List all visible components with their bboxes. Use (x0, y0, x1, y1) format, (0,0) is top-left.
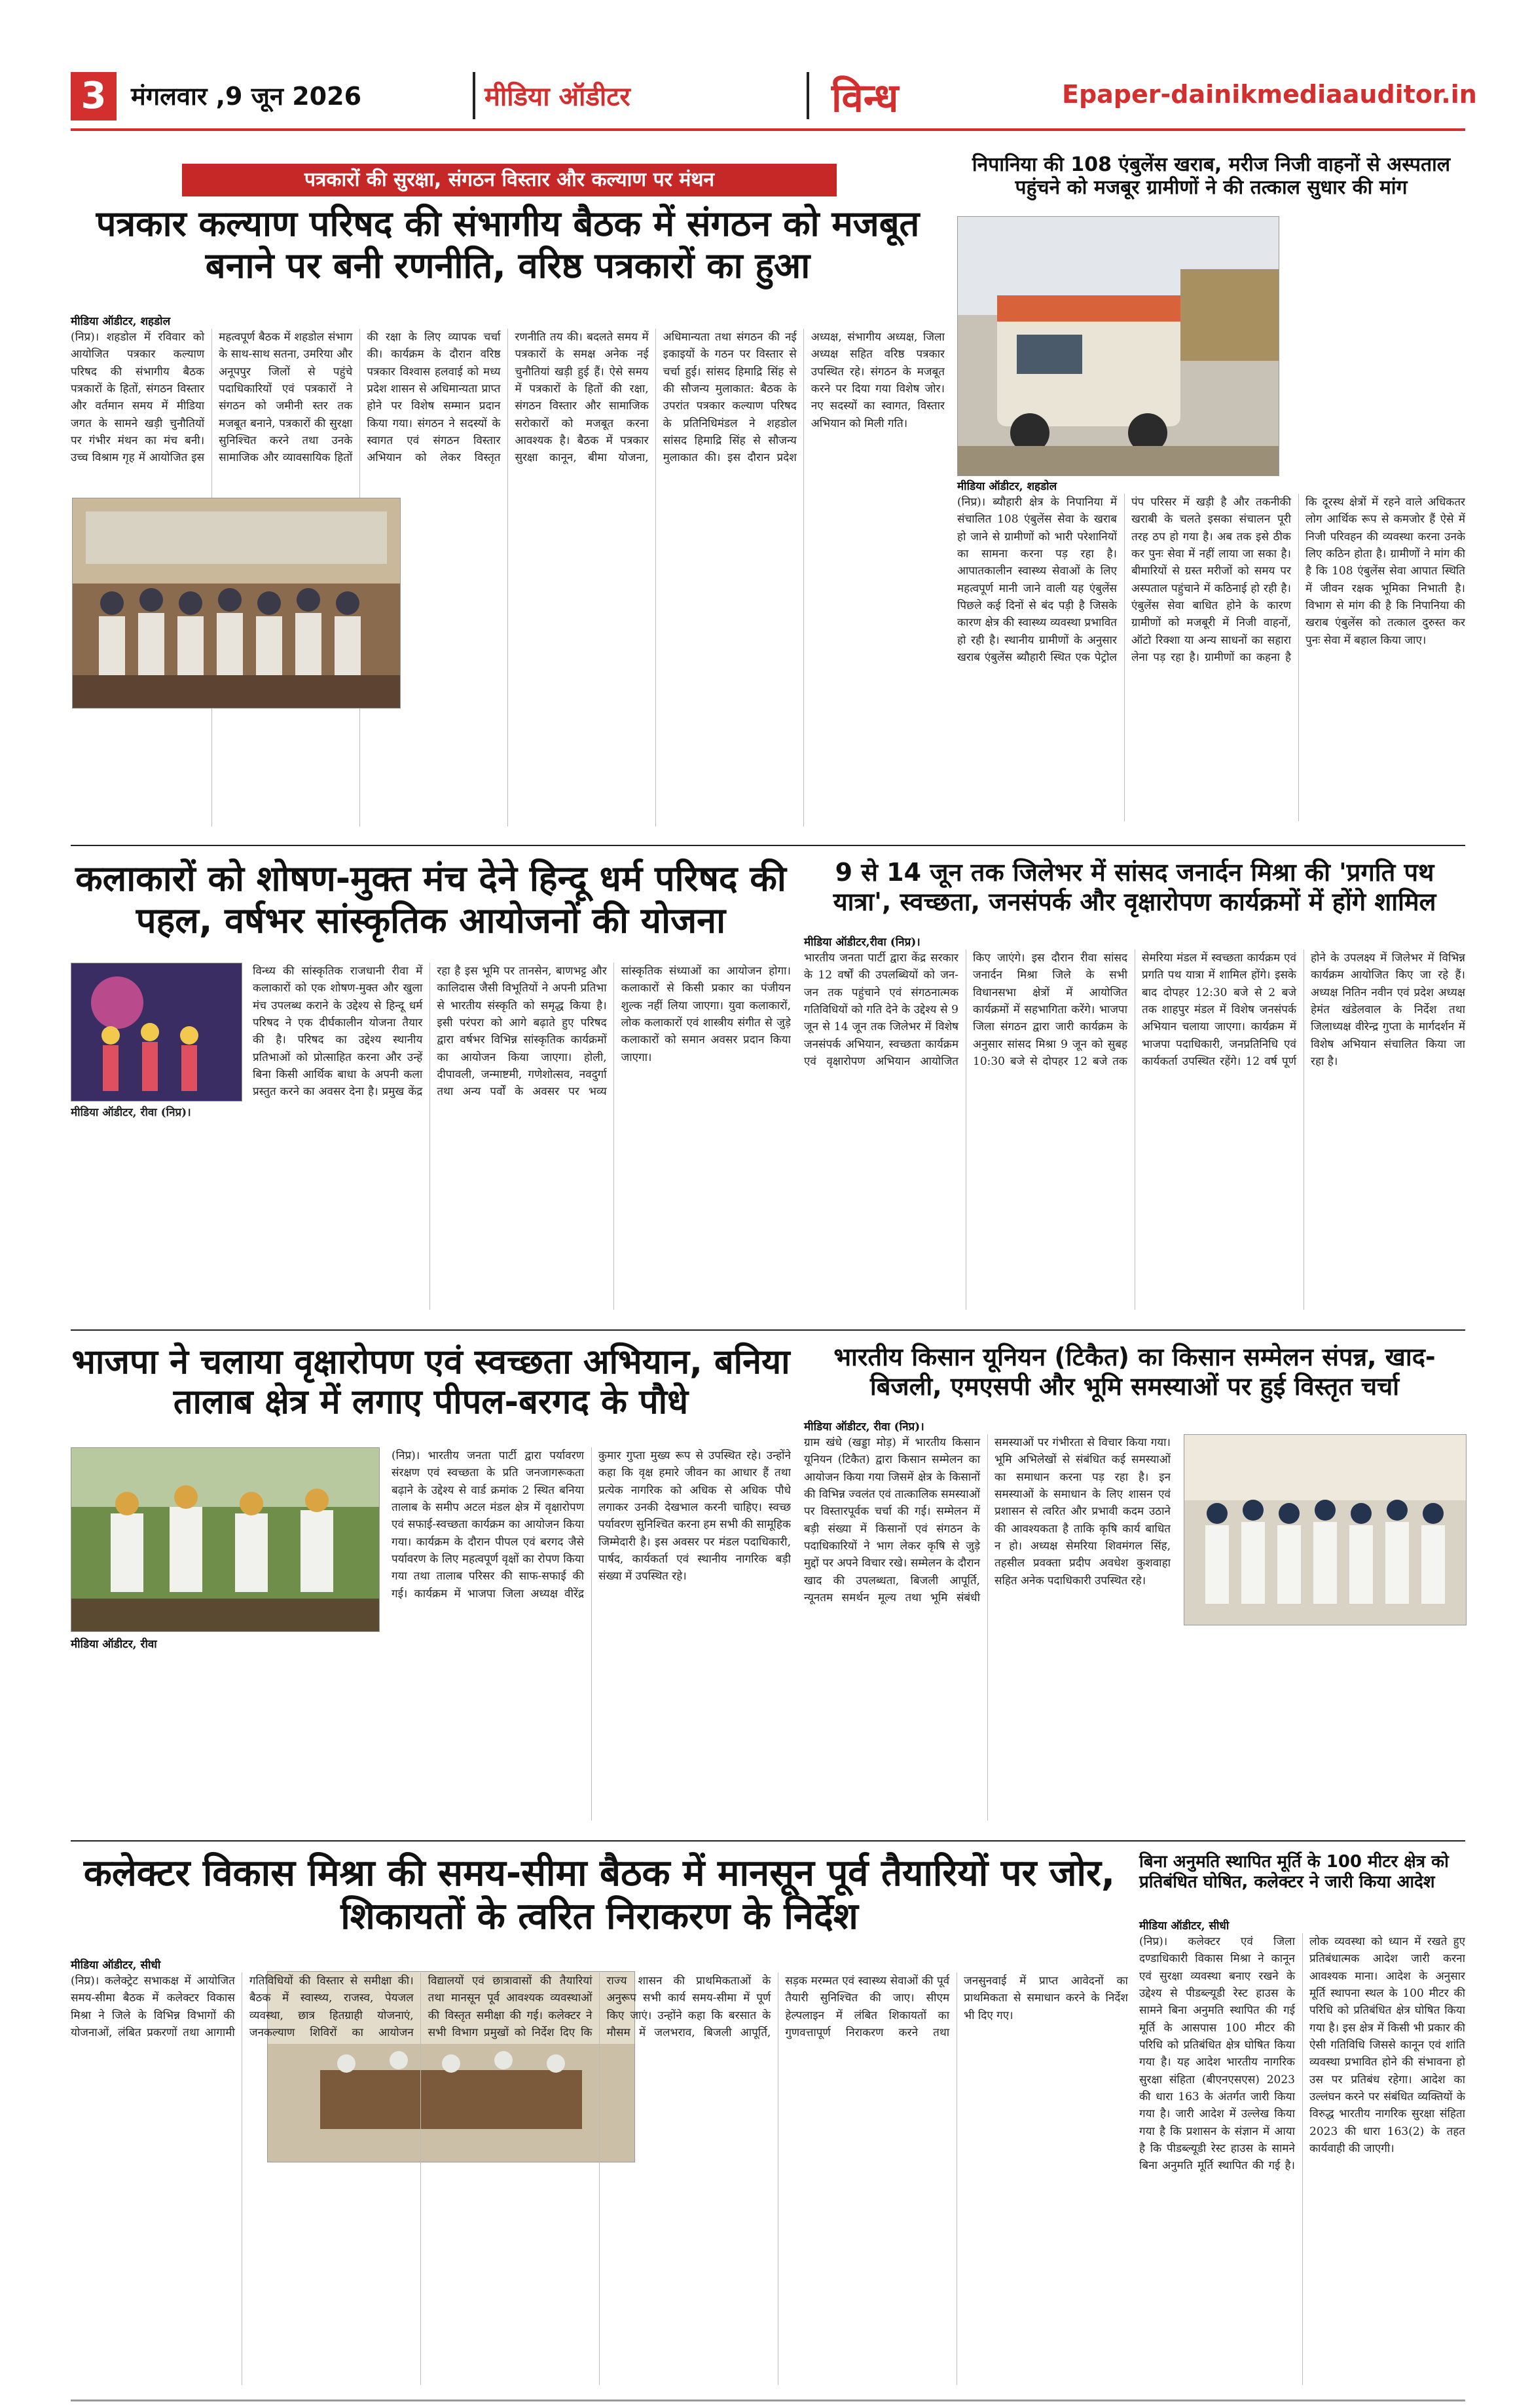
section-name: विन्ध (831, 75, 899, 121)
story-statue-prohibited (1139, 1847, 1465, 2397)
story-dateline (804, 1418, 924, 1434)
story-body: (निप्र)। कलेक्ट्रेट सभाकक्ष में आयोजित समय-सीमा बैठक में कलेक्टर विकास मिश्रा ने जिले के विभिन्न विभागों की योजनाओं, लंबित प्रकरणों तथा आगामी गतिविधियों की विस्तार से समीक्षा की। बैठक में स्वास्थ्य, राजस्व, पेयजल व्यवस्था, छात्र हितग्राही योजनाएं, जनकल्याण शिविरों का आयोजन विद्यालयों एवं छात्रावासों की तैयारियां तथा मानसून पूर्व आवश्यक व्यवस्थाओं की विस्तृत समीक्षा की गई। कलेक्टर ने सभी विभाग प्रमुखों को निर्देश दिए कि राज्य शासन की प्राथमिकताओं के अनुरूप सभी कार्य समय-सीमा में पूर्ण किए जाएं। उन्होंने कहा कि बरसात के मौसम में जलभराव, बिजली आपूर्ति, सड़क मरम्मत एवं स्वास्थ्य सेवाओं की पूर्व तैयारी सुनिश्चित की जाए। सीएम हेल्पलाइन में लंबित शिकायतों का गुणवत्तापूर्ण निराकरण करने तथा जनसुनवाई में प्राप्त आवेदनों का प्राथमिकता से समाधान करने के निर्देश भी दिए गए। (71, 1974, 1128, 2040)
masthead-bottom-rule (71, 128, 1465, 131)
story-bjp-plantation (71, 1336, 791, 1834)
story-body: (निप्र)। भारतीय जनता पार्टी द्वारा पर्यावरण संरक्षण एवं स्वच्छता के प्रति जनजागरूकता बढ़ाने के उद्देश्य से वार्ड क्रमांक 2 स्थित बनिया तालाब के समीप अटल मंडल क्षेत्र में वृक्षारोपण एवं सफाई-स्वच्छता कार्यक्रम का आयोजन किया गया। कार्यक्रम के दौरान पीपल एवं बरगद जैसे पर्यावरण के लिए महत्वपूर्ण वृक्षों का रोपण किया गया तथा तालाब परिसर की साफ-सफाई की गई। कार्यक्रम में भाजपा जिला अध्यक्ष वीरेंद्र कुमार गुप्ता मुख्य रूप से उपस्थित रहे। उन्होंने कहा कि वृक्ष हमारे जीवन का आधार हैं तथा प्रत्येक नागरिक को अधिक से अधिक पौधे लगाकर उनकी देखभाल करनी चाहिए। स्वच्छ पर्यावरण सुनिश्चित करना हम सभी की सामूहिक जिम्मेदारी है। इस अवसर पर मंडल पदाधिकारी, पार्षद, कार्यकर्ता एवं स्थानीय नागरिक बड़ी संख्या में उपस्थित रहे। (392, 1449, 791, 1601)
story-dateline (1139, 1917, 1229, 1933)
story-farmers-union (804, 1336, 1465, 1834)
story-dateline (71, 1957, 160, 1972)
story-headline: 9 से 14 जून तक जिलेभर में सांसद जनार्दन मिश्रा की 'प्रगति पथ यात्रा', स्वच्छता, जनसंपर्क और वृक्षारोपण कार्यक्रमों में होंगे शामिल (833, 858, 1436, 916)
story-ambulance (957, 151, 1465, 838)
story-headline: बिना अनुमति स्थापित मूर्ति के 100 मीटर क्षेत्र को प्रतिबंधित घोषित, कलेक्टर ने जारी किया आदेश (1139, 1852, 1449, 1892)
story-collector-meeting (71, 1847, 1128, 2397)
section-rule (71, 1329, 1465, 1331)
story-body: (निप्र)। शहडोल में रविवार को आयोजित पत्रकार कल्याण परिषद की संभागीय बैठक पत्रकारों के हितों, संगठन विस्तार और वर्तमान समय में मीडिया जगत के सामने खड़ी चुनौतियों पर गंभीर मंथन का मंच बनी। उच्च विश्राम गृह में आयोजित इस महत्वपूर्ण बैठक में शहडोल संभाग के साथ-साथ सतना, उमरिया और अनूपपुर जिलों से पहुंचे पदाधिकारियों एवं पत्रकारों ने संगठन को जमीनी स्तर तक मजबूत बनाने, पत्रकारों की सुरक्षा सुनिश्चित करने तथा उनके सामाजिक और व्यावसायिक हितों की रक्षा के लिए व्यापक चर्चा की। कार्यक्रम के दौरान वरिष्ठ पत्रकार विश्वास हलवाई को मध्य प्रदेश शासन से अधिमान्यता प्राप्त होने पर विशेष सम्मान प्रदान किया गया। संगठन ने सदस्यों के स्वागत एवं संगठन विस्तार अभियान को लेकर विस्तृत रणनीति तय की। बदलते समय में पत्रकारों के समक्ष अनेक नई चुनौतियां खड़ी हुई हैं। ऐसे समय में पत्रकारों के हितों की रक्षा, संगठन विस्तार और सामाजिक सरोकारों को मजबूत करना आवश्यक है। बैठक में पत्रकार सुरक्षा कानून, बीमा योजना, अधिमान्यता तथा संगठन की नई इकाइयों के गठन पर विस्तार से चर्चा हुई। सांसद हिमाद्रि सिंह से की सौजन्य मुलाकात: बैठक के उपरांत पत्रकार कल्याण परिषद के प्रतिनिधिमंडल ने शहडोल सांसद हिमाद्रि सिंह से सौजन्य मुलाकात की। इस दौरान प्रदेश अध्यक्ष, संभागीय अध्यक्ष, जिला अध्यक्ष सहित वरिष्ठ पत्रकार उपस्थित रहे। संगठन के मजबूत करने पर दिया गया विशेष जोर। नए सदस्यों का स्वागत, विस्तार अभियान को मिली गति। (71, 331, 945, 465)
dateline: मीडिया ऑडीटर,रीवा (निप्र)। (804, 936, 921, 949)
story-dateline (804, 934, 921, 949)
story-photo-dance (71, 963, 242, 1102)
story-headline: निपानिया की 108 एंबुलेंस खराब, मरीज निजी वाहनों से अस्पताल पहुंचने को मजबूर ग्रामीणों ने की तत्काल सुधार की मांग (972, 153, 1451, 200)
page-number-badge: 3 (71, 72, 117, 120)
story-photo-ambulance (957, 216, 1279, 476)
story-headline: कलाकारों को शोषण-मुक्त मंच देने हिन्दू धर्म परिषद की पहल, वर्षभर सांस्कृतिक आयोजनों की योजना (75, 858, 786, 941)
story-journalist-welfare (71, 151, 945, 838)
story-body: ग्राम खंधे (खड्डा मोड़) में भारतीय किसान यूनियन (टिकैत) द्वारा किसान सम्मेलन का आयोजन किया गया जिसमें क्षेत्र के किसानों की विभिन्न ज्वलंत एवं तात्कालिक समस्याओं पर विस्तारपूर्वक चर्चा की गई। सम्मेलन में बड़ी संख्या में किसानों एवं संगठन के पदाधिकारियों ने भाग लेकर कृषि से जुड़े मुद्दों पर अपने विचार रखे। सम्मेलन के दौरान खाद की उपलब्धता, बिजली आपूर्ति, न्यूनतम समर्थन मूल्य तथा भूमि संबंधी समस्याओं पर गंभीरता से विचार किया गया। भूमि अभिलेखों से संबंधित कई समस्याओं का समाधान करना पड़ रहा है। इन समस्याओं के समाधान के लिए शासन एवं प्रशासन से त्वरित और प्रभावी कदम उठाने की आवश्यकता है ताकि कृषि कार्य बाधित न हो। अध्यक्ष सेमरिया शिवमंगल सिंह, तहसील प्रवक्ता प्रदीप अवधेश कुशवाहा सहित अनेक पदाधिकारी उपस्थित रहे। (804, 1436, 1171, 1605)
page-bottom-rule (71, 2399, 1465, 2401)
story-body: (निप्र)। कलेक्टर एवं जिला दण्डाधिकारी विकास मिश्रा ने कानून एवं सुरक्षा व्यवस्था बनाए रखने के उद्देश्य से पीडब्ल्यूडी रेस्ट हाउस के सामने बिना अनुमति स्थापित की गई मूर्ति के आसपास 100 मीटर की परिधि को प्रतिबंधित क्षेत्र घोषित किया गया है। यह आदेश भारतीय नागरिक सुरक्षा संहिता (बीएनएसएस) 2023 की धारा 163 के अंतर्गत जारी किया गया है। जारी आदेश में उल्लेख किया गया है कि प्रशासन के संज्ञान में आया है कि पीडब्ल्यूडी रेस्ट हाउस के सामने बिना अनुमति मूर्ति स्थापित की गई है। लोक व्यवस्था को ध्यान में रखते हुए प्रतिबंधात्मक आदेश जारी करना आवश्यक माना। आदेश के अनुसार मूर्ति स्थापना स्थल के 100 मीटर की परिधि को प्रतिबंधित क्षेत्र घोषित किया गया है। इस क्षेत्र में किसी भी प्रकार की ऐसी गतिविधि जिससे कानून एवं शांति व्यवस्था प्रभावित होने की संभावना हो उस पर प्रतिबंध रहेगा। आदेश का उल्लंघन करने पर संबंधित व्यक्तियों के विरुद्ध भारतीय नागरिक सुरक्षा संहिता 2023 की धारा 163(2) के तहत कार्यवाही की जाएगी। (1139, 1935, 1465, 2173)
masthead-divider (473, 72, 475, 119)
dateline: मीडिया ऑडीटर, शहडोल (71, 315, 171, 328)
paper-name: मीडिया ऑडीटर (484, 82, 630, 112)
story-kicker: पत्रकारों की सुरक्षा, संगठन विस्तार और कल्याण पर मंथन (182, 164, 837, 196)
story-pragati-path (804, 851, 1465, 1323)
story-headline: पत्रकार कल्याण परिषद की संभागीय बैठक में संगठन को मजबूत बनाने पर बनी रणनीति, वरिष्ठ पत्रकारों का हुआ (96, 203, 920, 286)
story-body: (निप्र)। ब्यौहारी क्षेत्र के निपानिया में संचालित 108 एंबुलेंस सेवा के खराब हो जाने से ग्रामीणों को भारी परेशानियों का सामना करना पड़ रहा है। आपातकालीन स्वास्थ्य सेवाओं के लिए महत्वपूर्ण मानी जाने वाली यह एंबुलेंस पिछले कई दिनों से बंद पड़ी है जिसके कारण क्षेत्र की स्वास्थ्य व्यवस्था प्रभावित हो रही है। स्थानीय ग्रामीणों के अनुसार खराब एंबुलेंस ब्यौहारी स्थित एक पेट्रोल पंप परिसर में खड़ी है और तकनीकी खराबी के चलते इसका संचालन पूरी तरह ठप हो गया है। अब तक इसे ठीक कर पुनः सेवा में नहीं लाया जा सका है। बीमारियों से ग्रस्त मरीजों को समय पर अस्पताल पहुंचाने में कठिनाई हो रही है। एंबुलेंस सेवा बाधित होने के कारण ग्रामीणों को मजबूरी में निजी वाहनों, ऑटो रिक्शा या अन्य साधनों का सहारा लेना पड़ रहा है। ग्रामीणों का कहना है कि दूरस्थ क्षेत्रों में रहने वाले अधिकतर लोग आर्थिक रूप से कमजोर हैं ऐसे में निजी परिवहन की व्यवस्था करना उनके लिए कठिन होता है। ग्रामीणों ने मांग की है कि 108 एंबुलेंस सेवा आपात स्थिति में जीवन रक्षक भूमिका निभाती है। विभाग से मांग की है कि निपानिया की खराब एंबुलेंस को तत्काल दुरुस्त कर पुनः सेवा में बहाल किया जाए। (957, 496, 1465, 665)
story-headline: भाजपा ने चलाया वृक्षारोपण एवं स्वच्छता अभियान, बनिया तालाब क्षेत्र में लगाए पीपल-बरगद के पौधे (71, 1343, 790, 1422)
dateline: मीडिया ऑडीटर, रीवा (निप्र)। (804, 1420, 924, 1434)
story-photo-meeting (72, 498, 401, 709)
website-link[interactable]: Epaper-dainikmediaauditor.in (1062, 80, 1477, 109)
masthead-divider-2 (807, 72, 809, 119)
story-headline: भारतीय किसान यूनियन (टिकैत) का किसान सम्मेलन संपन्न, खाद-बिजली, एमएसपी और भूमि समस्याओं पर हुई विस्तृत चर्चा (833, 1343, 1436, 1401)
story-body: विन्ध्य की सांस्कृतिक राजधानी रीवा में कलाकारों को एक शोषण-मुक्त और खुला मंच उपलब्ध कराने के उद्देश्य से हिन्दू धर्म परिषद ने एक दीर्घकालीन योजना तैयार की है। परिषद का उद्देश्य स्थानीय प्रतिभाओं को प्रोत्साहित करना और उन्हें बिना किसी आर्थिक बाधा के अपनी कला प्रस्तुत करने का अवसर देना है। प्रमुख केंद्र रहा है इस भूमि पर तानसेन, बाणभट्ट और कालिदास जैसी विभूतियों ने अपनी प्रतिभा से भारतीय संस्कृति को समृद्ध किया है। इसी परंपरा को आगे बढ़ाते हुए परिषद द्वारा वर्षभर विभिन्न सांस्कृतिक कार्यक्रमों का आयोजन किया जाएगा। होली, दीपावली, जन्माष्टमी, गणेशोत्सव, नवदुर्गा तथा अन्य पर्वों के अवसर पर भव्य सांस्कृतिक संध्याओं का आयोजन होगा। कलाकारों से किसी प्रकार का पंजीयन शुल्क नहीं लिया जाएगा। युवा कलाकारों, लोक कलाकारों एवं शास्त्रीय संगीत से जुड़े कलाकारों को समान अवसर प्रदान किया जाएगा। (253, 965, 791, 1099)
story-photo-farmers (1184, 1434, 1467, 1625)
dateline: मीडिया ऑडीटर, रीवा (निप्र)। (71, 1106, 191, 1119)
story-dateline (957, 478, 1057, 493)
dateline: मीडिया ऑडीटर, सीधी (1139, 1919, 1230, 1933)
dateline: मीडिया ऑडीटर, शहडोल (957, 480, 1057, 493)
story-photo-plantation (71, 1447, 380, 1632)
dateline: मीडिया ऑडीटर, रीवा (71, 1638, 157, 1651)
section-rule (71, 845, 1465, 846)
story-artists-platform (71, 851, 791, 1323)
story-body: भारतीय जनता पार्टी द्वारा केंद्र सरकार के 12 वर्षों की उपलब्धियों को जन-जन तक पहुंचाने एवं संगठनात्मक गतिविधियों को गति देने के उद्देश्य से 9 जून से 14 जून तक जिलेभर में विशेष जनसंपर्क अभियान, स्वच्छता कार्यक्रम एवं वृक्षारोपण अभियान आयोजित किए जाएंगे। इस दौरान रीवा सांसद जनार्दन मिश्रा जिले के सभी विधानसभा क्षेत्रों में आयोजित कार्यक्रमों में सहभागिता करेंगे। भाजपा जिला संगठन द्वारा जारी कार्यक्रम के अनुसार सांसद मिश्रा 9 जून को सुबह 10:30 बजे से दोपहर 12 बजे तक सेमरिया मंडल में स्वच्छता कार्यक्रम एवं प्रगति पथ यात्रा में शामिल होंगे। इसके बाद दोपहर 12:30 बजे से 2 बजे तक शाहपुर मंडल में विशेष जनसंपर्क अभियान चलाया जाएगा। कार्यक्रम में भाजपा पदाधिकारी, जनप्रतिनिधि एवं कार्यकर्ता उपस्थित रहेंगे। 12 वर्ष पूर्ण होने के उपलक्ष्य में जिलेभर में विभिन्न कार्यक्रम आयोजित किए जा रहे हैं। अध्यक्ष नितिन नवीन एवं प्रदेश अध्यक्ष हेमंत खंडेलवाल के निर्देश तथा जिलाध्यक्ष वीरेन्द्र गुप्ता के मार्गदर्शन में विशेष अभियान संचालित किया जा रहा है। (804, 952, 1465, 1069)
story-dateline (71, 313, 945, 328)
story-headline: कलेक्टर विकास मिश्रा की समय-सीमा बैठक में मानसून पूर्व तैयारियों पर जोर, शिकायतों के त्वरित निराकरण के निर्देश (83, 1852, 1116, 1938)
story-dateline (71, 1104, 241, 1121)
story-dateline (71, 1636, 157, 1651)
dateline: मीडिया ऑडीटर, सीधी (71, 1959, 161, 1972)
section-rule (71, 1840, 1465, 1842)
issue-date: मंगलवार ,9 जून 2026 (131, 82, 362, 111)
masthead (0, 0, 1532, 131)
